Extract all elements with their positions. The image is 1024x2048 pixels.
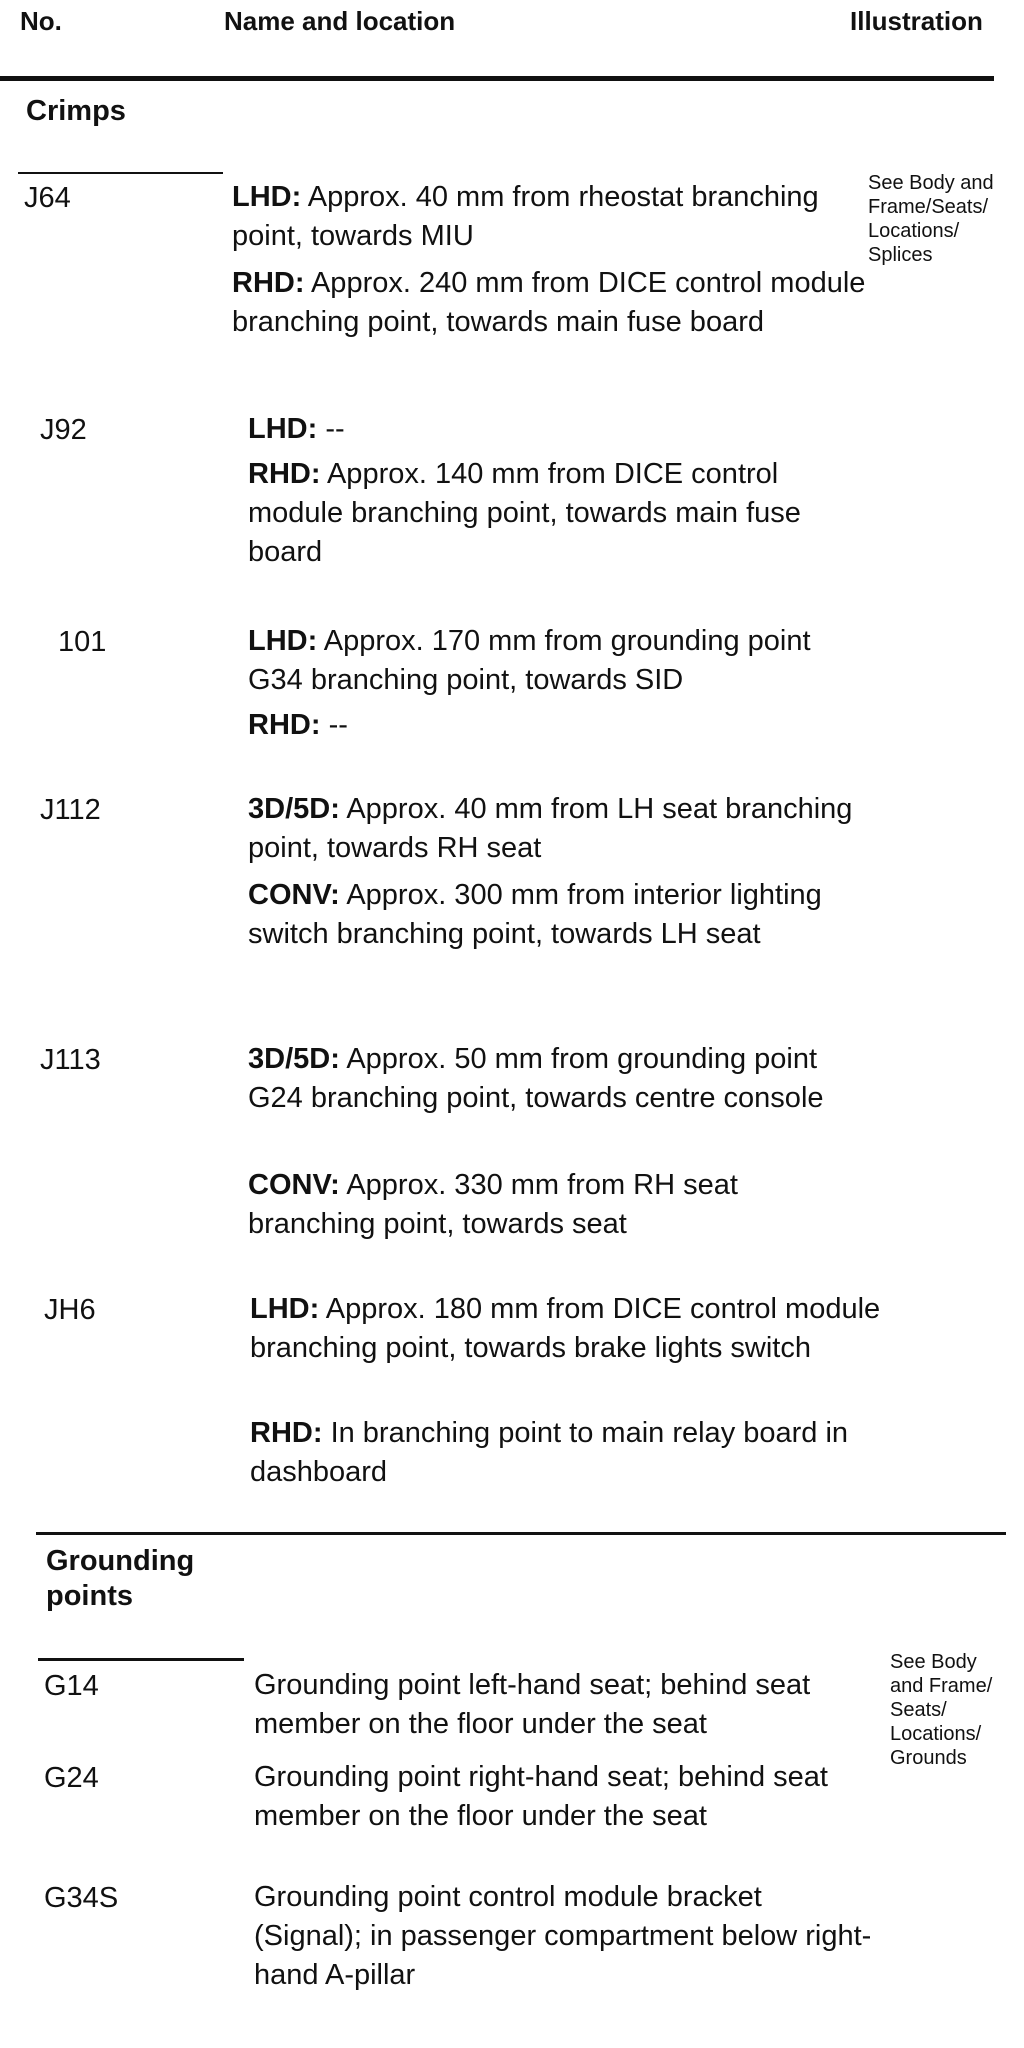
illustration-note-line: Seats/ [890, 1699, 947, 1721]
entry-label: LHD: [232, 181, 302, 213]
crimps-rule [18, 172, 223, 174]
entry-label: RHD: [232, 267, 305, 299]
entry-label: RHD: [248, 458, 321, 490]
entry-label: RHD: [250, 1417, 323, 1449]
section-title-grounding-points [46, 1544, 194, 1614]
ground-number: G24 [44, 1762, 99, 1794]
column-header-illustration: Illustration [850, 6, 983, 36]
crimp-location-3d5d [248, 790, 868, 868]
crimp-number: 101 [58, 626, 107, 658]
column-header-name-location: Name and location [224, 6, 456, 36]
entry-label: LHD: [250, 1293, 320, 1325]
crimp-location-rhd [232, 264, 872, 342]
entry-text: In branching point to main relay board in dashboard [250, 1417, 849, 1488]
illustration-note-line: Splices [868, 244, 933, 266]
entry-label: 3D/5D: [248, 793, 340, 825]
illustration-note-line: Locations/ [868, 220, 960, 242]
entry-text: Approx. 40 mm from rheostat branching point, towards MIU [232, 181, 819, 252]
crimp-location-rhd [250, 1414, 850, 1492]
grounding-rule [36, 1532, 1006, 1535]
ground-number: G14 [44, 1670, 99, 1702]
crimp-location-lhd [248, 622, 868, 700]
entry-label: CONV: [248, 879, 340, 911]
crimp-number: J113 [40, 1044, 101, 1076]
entry-text: Approx. 180 mm from DICE control module branching point, towards brake lights switch [250, 1293, 881, 1364]
illustration-note-line: and Frame/ [890, 1675, 993, 1697]
entry-text: Approx. 170 mm from grounding point G34 branching point, towards SID [248, 625, 811, 696]
entry-text: Approx. 140 mm from DICE control module branching point, towards main fuse board [248, 458, 801, 568]
entry-text: -- [328, 709, 348, 741]
illustration-note-line: Locations/ [890, 1723, 982, 1745]
crimp-location-conv [248, 1166, 868, 1244]
ground-location: Grounding point right-hand seat; behind seat member on the floor under the seat [254, 1761, 828, 1832]
section-title-line: Grounding [46, 1545, 195, 1577]
entry-text: -- [325, 413, 345, 445]
ground-number: G34S [44, 1882, 119, 1914]
entry-text: Approx. 300 mm from interior lighting switch branching point, towards LH seat [248, 879, 822, 950]
entry-label: CONV: [248, 1169, 340, 1201]
illustration-note-line: Frame/Seats/ [868, 196, 989, 218]
column-header-no: No. [20, 6, 62, 36]
entry-text: Approx. 50 mm from grounding point G24 branching point, towards centre console [248, 1043, 824, 1114]
ground-location: Grounding point left-hand seat; behind seat member on the floor under the seat [254, 1669, 811, 1740]
crimp-location-lhd [250, 1290, 890, 1368]
header-rule [0, 76, 994, 81]
crimp-location-rhd [248, 455, 868, 572]
illustration-note-line: See Body [890, 1651, 977, 1673]
grounding-illustration-note [890, 1650, 1024, 1770]
grounding-sub-rule [38, 1658, 244, 1661]
crimp-location-lhd [232, 178, 872, 256]
ground-location: Grounding point control module bracket (Signal); in passenger compartment below right-hand A-pillar [254, 1881, 872, 1991]
crimp-location-conv [248, 876, 868, 954]
illustration-note-line: See Body and [868, 172, 994, 194]
crimps-illustration-note [868, 171, 1024, 267]
entry-text: Approx. 40 mm from LH seat branching point, towards RH seat [248, 793, 853, 864]
crimp-number: J64 [24, 182, 71, 214]
entry-label: RHD: [248, 709, 321, 741]
crimp-location-3d5d [248, 1040, 868, 1118]
entry-text: Approx. 330 mm from RH seat branching point, towards seat [248, 1169, 738, 1240]
entry-label: LHD: [248, 625, 318, 657]
crimp-number: JH6 [44, 1294, 96, 1326]
crimp-number: J92 [40, 414, 87, 446]
section-title-crimps: Crimps [26, 95, 126, 127]
entry-label: LHD: [248, 413, 318, 445]
entry-text: Approx. 240 mm from DICE control module branching point, towards main fuse board [232, 267, 866, 338]
crimp-location-rhd [248, 706, 868, 745]
entry-label: 3D/5D: [248, 1043, 340, 1075]
section-title-line: points [46, 1580, 133, 1612]
crimp-location-lhd [248, 410, 868, 449]
crimp-number: J112 [40, 794, 101, 826]
illustration-note-line: Grounds [890, 1747, 967, 1769]
